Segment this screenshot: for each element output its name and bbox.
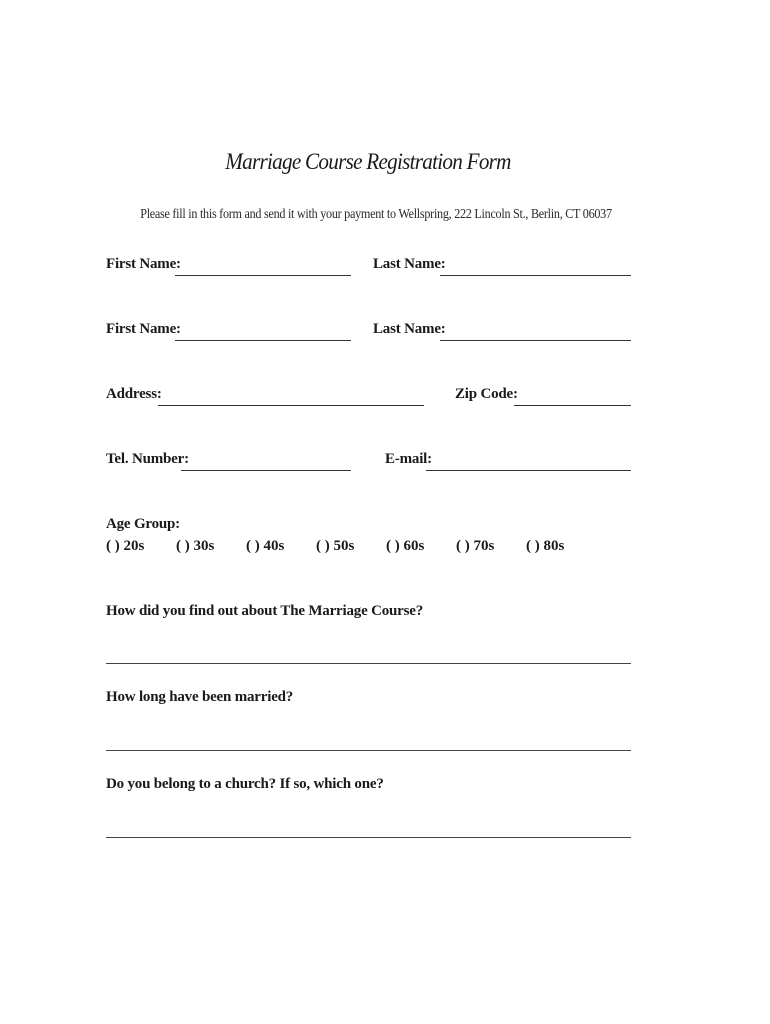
first-name-label-2: First Name: — [106, 321, 181, 337]
last-name-label-2: Last Name: — [373, 321, 446, 337]
form-instructions: Please fill in this form and send it with your payment to Wellspring, 222 Lincoln St., Berlin, CT 06037 — [140, 206, 612, 221]
age-option-60s[interactable]: ( ) 60s — [386, 538, 425, 554]
age-option-50s[interactable]: ( ) 50s — [316, 538, 355, 554]
tel-number-label: Tel. Number: — [106, 451, 189, 467]
answer-line-how-long-married[interactable] — [106, 750, 631, 751]
answer-line-how-found[interactable] — [106, 663, 631, 664]
age-option-20s[interactable]: ( ) 20s — [106, 538, 145, 554]
answer-line-church[interactable] — [106, 837, 631, 838]
last-name-field-2[interactable] — [440, 340, 631, 341]
age-option-70s[interactable]: ( ) 70s — [456, 538, 495, 554]
address-label: Address: — [106, 386, 162, 402]
zip-code-label: Zip Code: — [455, 386, 518, 402]
question-how-found: How did you find out about The Marriage Course? — [106, 603, 424, 619]
age-group-label: Age Group: — [106, 516, 180, 532]
first-name-field-2[interactable] — [175, 340, 351, 341]
first-name-field-1[interactable] — [175, 275, 351, 276]
page-title: Marriage Course Registration Form — [225, 149, 511, 174]
zip-code-field[interactable] — [514, 405, 631, 406]
address-field[interactable] — [158, 405, 424, 406]
first-name-label-1: First Name: — [106, 256, 181, 272]
age-option-80s[interactable]: ( ) 80s — [526, 538, 565, 554]
last-name-label-1: Last Name: — [373, 256, 446, 272]
email-field[interactable] — [426, 470, 631, 471]
email-label: E-mail: — [385, 451, 432, 467]
question-how-long-married: How long have been married? — [106, 689, 294, 705]
tel-number-field[interactable] — [181, 470, 351, 471]
question-church: Do you belong to a church? If so, which one? — [106, 776, 384, 792]
age-option-40s[interactable]: ( ) 40s — [246, 538, 285, 554]
age-option-30s[interactable]: ( ) 30s — [176, 538, 215, 554]
last-name-field-1[interactable] — [440, 275, 631, 276]
